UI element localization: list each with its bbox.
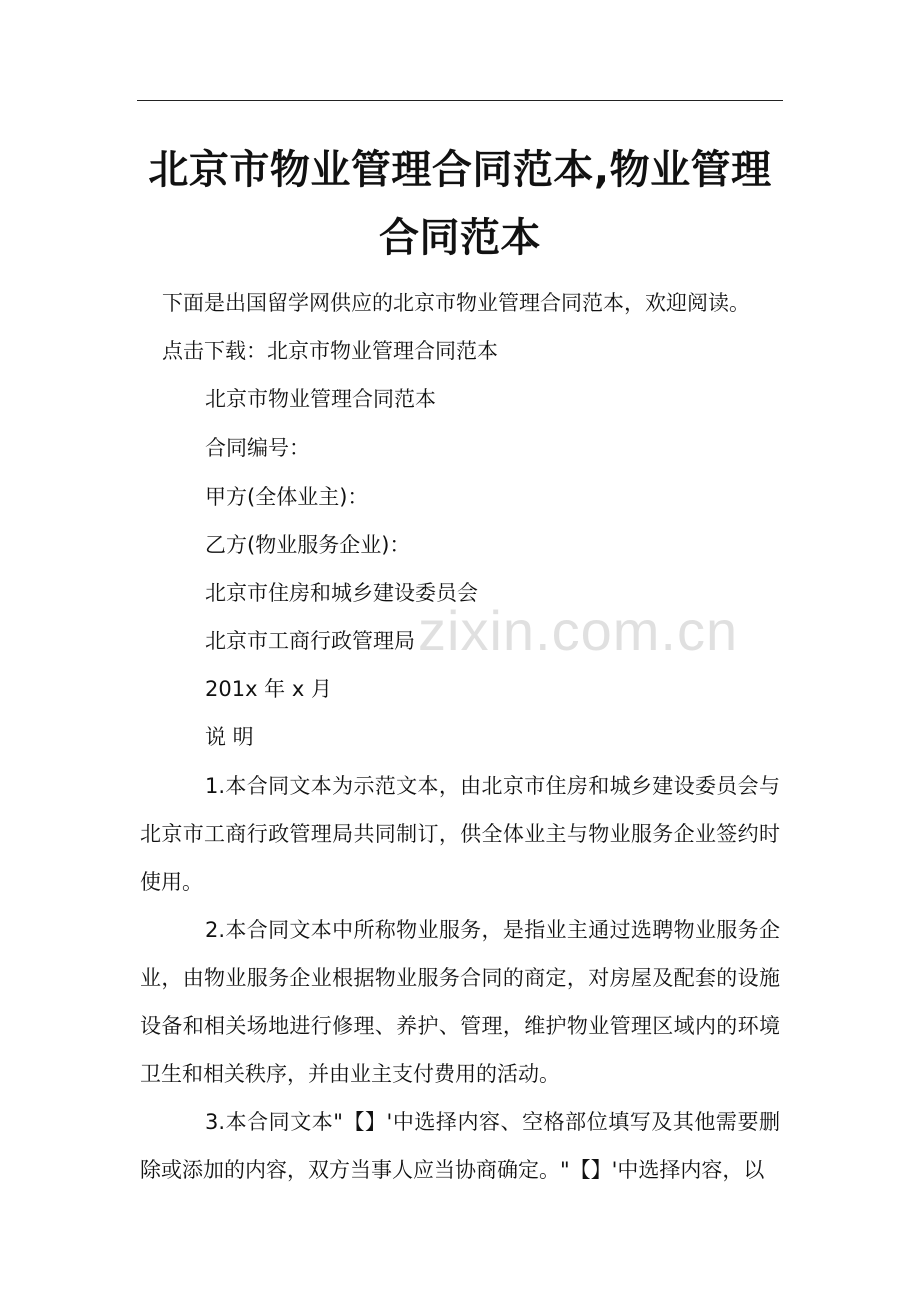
watermark: zixin.com.cn: [418, 599, 739, 662]
contract-number-label: 合同编号：: [205, 436, 310, 460]
clause-3: 3.本合同文本"【】'中选择内容、空格部位填写及其他需要删除或添加的内容，双方当事人应当协商确定。"【】'中选择内容，以: [140, 1110, 780, 1182]
issuer-housing-commission: 北京市住房和城乡建设委员会: [205, 581, 478, 605]
contract-name: 北京市物业管理合同范本: [205, 387, 436, 411]
explanation-heading: 说 明: [205, 725, 254, 749]
clause-1: 1.本合同文本为示范文本，由北京市住房和城乡建设委员会与北京市工商行政管理局共同制订，供全体业主与物业服务企业签约时使用。: [140, 774, 780, 894]
document-title: 北京市物业管理合同范本,物业管理合同范本: [148, 147, 772, 261]
party-a-label: 甲方(全体业主)：: [205, 485, 369, 509]
clause-2: 2.本合同文本中所称物业服务，是指业主通过选聘物业服务企业，由物业服务企业根据物业服务合同的商定，对房屋及配套的设施设备和相关场地进行修理、养护、管理，维护物业管理区域内的环境卫生和相关秩序，并由业主支付费用的活动。: [140, 918, 780, 1086]
intro-text: 下面是出国留学网供应的北京市物业管理合同范本，欢迎阅读。: [162, 291, 750, 315]
header-rule: [137, 100, 783, 101]
party-b-label: 乙方(物业服务企业)：: [205, 533, 411, 557]
document-date: 201x 年 x 月: [205, 677, 332, 701]
download-link[interactable]: 点击下载：北京市物业管理合同范本: [162, 339, 498, 363]
issuer-commerce-bureau: 北京市工商行政管理局: [205, 629, 415, 653]
